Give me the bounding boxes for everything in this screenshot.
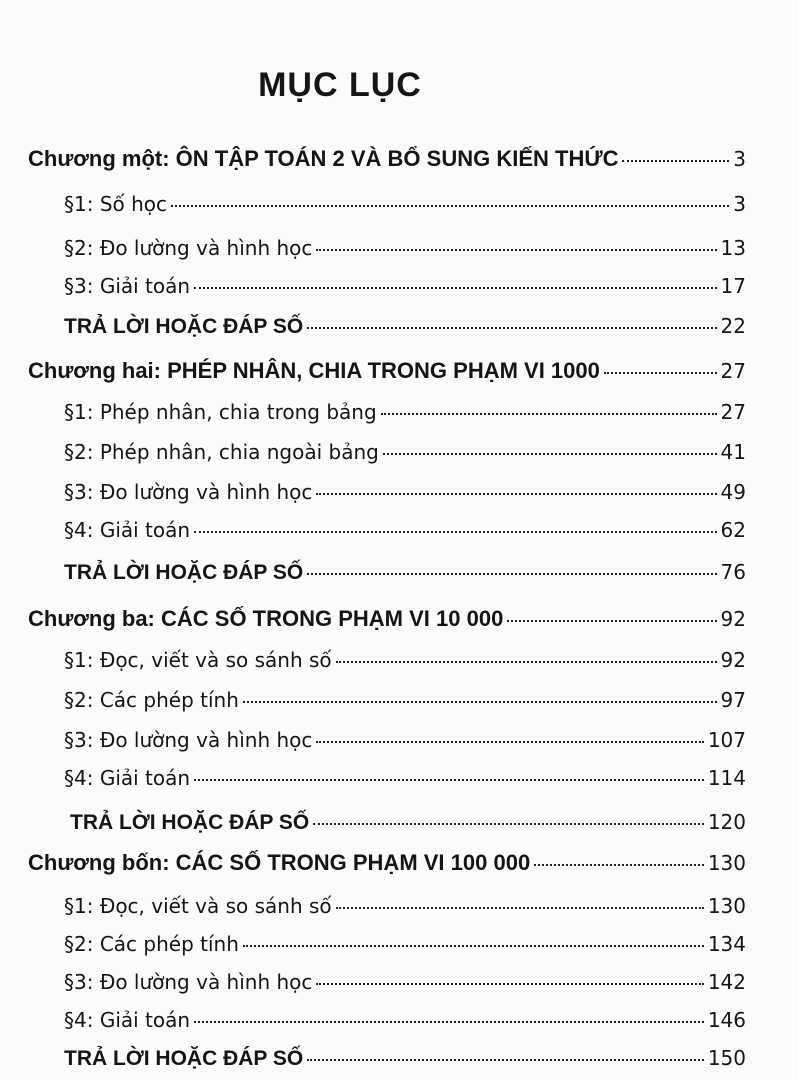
page-number: 92: [720, 648, 746, 672]
toc-section-item[interactable]: [64, 274, 746, 298]
chapter-heading-label: [28, 146, 618, 172]
chapter-prefix: Chương hai:: [28, 358, 168, 383]
page-number: 134: [707, 932, 746, 956]
dot-leader: [307, 573, 716, 575]
dot-leader: [194, 531, 716, 533]
dot-leader: [307, 1059, 704, 1061]
chapter-heading-label: [28, 850, 530, 876]
answers-item-label: TRẢ LỜI HOẶC ĐÁP SỐ: [64, 1047, 304, 1070]
toc-section-item-label: §3: Đo lường và hình học: [64, 728, 313, 752]
dot-leader: [194, 779, 704, 781]
toc-section-item-label: §2: Các phép tính: [64, 932, 239, 956]
dot-leader: [316, 983, 703, 985]
toc-section-item-label: §3: Đo lường và hình học: [64, 970, 313, 994]
page-number: 76: [720, 560, 746, 584]
chapter-title: ÔN TẬP TOÁN 2 VÀ BỔ SUNG KIẾN THỨC: [175, 146, 619, 171]
toc-section-item[interactable]: [64, 766, 746, 790]
toc-section-item-label: §2: Đo lường và hình học: [64, 236, 313, 260]
answers-item[interactable]: [70, 810, 746, 835]
toc-section-item-label: §2: Phép nhân, chia ngoài bảng: [64, 440, 379, 464]
toc-section-item-label: §3: Đo lường và hình học: [64, 480, 313, 504]
page-title: MỤC LỤC: [258, 66, 422, 104]
page-number: 62: [720, 518, 746, 542]
dot-leader: [507, 620, 716, 622]
answers-item-label: TRẢ LỜI HOẶC ĐÁP SỐ: [64, 315, 304, 338]
dot-leader: [381, 413, 717, 415]
dot-leader: [243, 945, 704, 947]
page-number: 92: [720, 607, 746, 631]
page-number: 130: [707, 851, 746, 875]
page-number: 27: [720, 359, 746, 383]
page-number: 13: [720, 236, 746, 260]
page-number: 120: [707, 810, 746, 834]
answers-item[interactable]: [64, 560, 746, 585]
page-number: 114: [707, 766, 746, 790]
dot-leader: [194, 287, 716, 289]
dot-leader: [336, 907, 704, 909]
toc-section-item[interactable]: [64, 728, 746, 752]
toc-section-item[interactable]: [64, 440, 746, 464]
chapter-prefix: Chương bốn:: [28, 850, 176, 875]
toc-section-item[interactable]: [64, 932, 746, 956]
page-number: 41: [720, 440, 746, 464]
dot-leader: [307, 327, 716, 329]
dot-leader: [316, 249, 716, 251]
page-number: 146: [707, 1008, 746, 1032]
chapter-heading[interactable]: [28, 606, 746, 632]
page-number: 142: [707, 970, 746, 994]
page-number: 3: [733, 192, 746, 216]
chapter-title: CÁC SỐ TRONG PHẠM VI 100 000: [175, 850, 531, 875]
dot-leader: [194, 1021, 704, 1023]
toc-section-item-label: §1: Đọc, viết và so sánh số: [64, 648, 332, 672]
toc-section-item-label: §4: Giải toán: [64, 766, 191, 790]
chapter-prefix: Chương ba:: [28, 606, 161, 631]
toc-section-item[interactable]: [64, 236, 746, 260]
toc-section-item-label: §3: Giải toán: [64, 274, 191, 298]
dot-leader: [622, 160, 729, 162]
dot-leader: [313, 823, 704, 825]
chapter-prefix: Chương một:: [28, 146, 176, 171]
page-number: 97: [720, 688, 746, 712]
toc-section-item[interactable]: [64, 688, 746, 712]
dot-leader: [604, 372, 717, 374]
toc-section-item[interactable]: [64, 400, 746, 424]
page-number: 49: [720, 480, 746, 504]
page-number: 27: [720, 400, 746, 424]
chapter-title: PHÉP NHÂN, CHIA TRONG PHẠM VI 1000: [167, 358, 600, 383]
dot-leader: [243, 701, 717, 703]
chapter-heading-label: [28, 358, 600, 384]
dot-leader: [383, 453, 717, 455]
toc-section-item-label: §2: Các phép tính: [64, 688, 239, 712]
page-number: 107: [707, 728, 746, 752]
toc-section-item-label: §1: Đọc, viết và so sánh số: [64, 894, 332, 918]
toc-section-item-label: §4: Giải toán: [64, 518, 191, 542]
dot-leader: [171, 205, 729, 207]
chapter-heading-label: [28, 606, 503, 632]
answers-item[interactable]: [64, 314, 746, 339]
answers-item-label: TRẢ LỜI HOẶC ĐÁP SỐ: [70, 811, 310, 834]
chapter-heading[interactable]: [28, 358, 746, 384]
dot-leader: [336, 661, 717, 663]
toc-section-item-label: §4: Giải toán: [64, 1008, 191, 1032]
page-number: 17: [720, 274, 746, 298]
page-number: 3: [733, 147, 746, 171]
answers-item-label: TRẢ LỜI HOẶC ĐÁP SỐ: [64, 561, 304, 584]
toc-section-item[interactable]: [64, 518, 746, 542]
toc-section-item[interactable]: [64, 1008, 746, 1032]
toc-section-item-label: §1: Phép nhân, chia trong bảng: [64, 400, 377, 424]
dot-leader: [316, 493, 716, 495]
answers-item[interactable]: [64, 1046, 746, 1071]
page-number: 130: [707, 894, 746, 918]
page-number: 22: [720, 314, 746, 338]
page-number: 150: [707, 1046, 746, 1070]
toc-section-item[interactable]: [64, 648, 746, 672]
chapter-title: CÁC SỐ TRONG PHẠM VI 10 000: [161, 606, 504, 631]
toc-section-item[interactable]: [64, 192, 746, 216]
chapter-heading[interactable]: [28, 146, 746, 172]
toc-section-item[interactable]: [64, 894, 746, 918]
dot-leader: [316, 741, 703, 743]
chapter-heading[interactable]: [28, 850, 746, 876]
dot-leader: [534, 864, 704, 866]
toc-section-item[interactable]: [64, 970, 746, 994]
toc-section-item-label: §1: Số học: [64, 192, 168, 216]
toc-section-item[interactable]: [64, 480, 746, 504]
